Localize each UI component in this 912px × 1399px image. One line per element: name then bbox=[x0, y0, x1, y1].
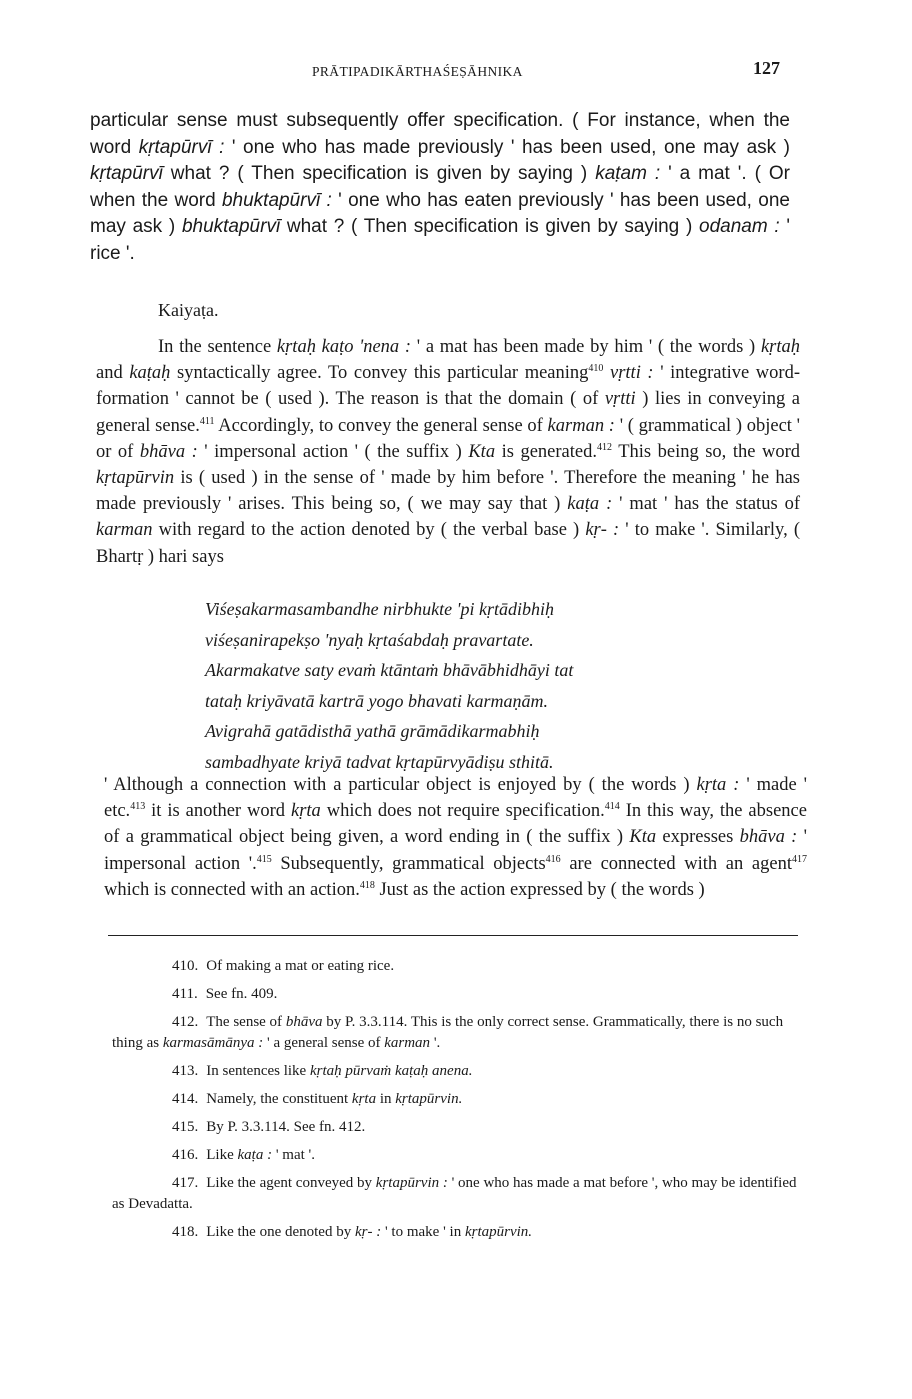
kaiyata-paragraph bbox=[96, 334, 800, 570]
footnote-416: 416. Like kaṭa : ' mat '. bbox=[172, 1147, 315, 1163]
footnote-418: 418. Like the one denoted by kṛ- : ' to make ' in kṛtapūrvin. bbox=[172, 1224, 533, 1240]
verse-line: Viśeṣakarmasambandhe nirbhukte 'pi kṛtādibhiḥ bbox=[205, 599, 554, 619]
footnotes bbox=[112, 956, 812, 1250]
footnote-ref: 415 bbox=[256, 853, 272, 865]
page-number: 127 bbox=[753, 58, 780, 78]
verse-line: viśeṣanirapekṣo 'nyaḥ kṛtaśabdaḥ pravartate. bbox=[205, 629, 534, 650]
footnote-ref: 414 bbox=[604, 801, 620, 813]
footnote-divider bbox=[108, 935, 798, 936]
verse-line: Avigrahā gatādisthā yathā grāmādikarmabhiḥ bbox=[205, 721, 540, 741]
running-head: PRĀTIPADIKĀRTHAŚEṢĀHNIKA bbox=[312, 64, 523, 79]
kaiyata-text: In the sentence kṛtaḥ kaṭo 'nena : ' a mat has been made by him ' ( the words ) kṛtaḥ and kaṭaḥ syntactically agree. To convey this particular meaning$^{410}$ vṛtti : ' integrative word-formation ' cannot be ( used ). The reason is that the domain ( of vṛtti ) lies in conveying a general sense.$^{411}$ Accordingly, to convey the general sense of karman : ' ( grammatical ) object ' or of bhāva : ' impersonal action ' ( the suffix ) Kta is generated.$^{412}$ This being so, the word kṛtapūrvin is ( used ) in the sense of ' made by him before '. Therefore the meaning ' he has made previously ' arises. This being so, ( we may say that ) kaṭa : ' mat ' has the status of karman with regard to the action denoted by ( the verbal base ) kṛ- : ' to make '. Similarly, ( Bhartṛ ) hari says bbox=[96, 337, 801, 567]
footnote-ref: 416 bbox=[545, 853, 561, 865]
opening-paragraph: particular sense must subsequently offer specification. ( For instance, when the word kṛtapūrvī : ' one who has made previously ' has been used, one may ask ) kṛtapūrvī what ? ( Then specification is given by saying ) kaṭam : ' a mat '. ( Or when the word bhuktapūrvī : ' one who has eaten previously ' has been used, one may ask ) bhuktapūrvī what ? ( Then specification is given by saying ) odanam : ' rice '. bbox=[90, 110, 791, 264]
footnote-ref: 412 bbox=[597, 441, 612, 453]
footnote-ref: 418 bbox=[359, 879, 375, 891]
footnote-412: 412. The sense of bhāva by P. 3.3.114. This is the only correct sense. Grammatically, there is no such thing as karmasāmānya : ' a general sense of karman '. bbox=[112, 1014, 784, 1051]
footnote-ref: 413 bbox=[130, 801, 146, 813]
section-heading-kaiyata: Kaiyaṭa. bbox=[158, 300, 219, 320]
page-header bbox=[300, 58, 790, 84]
footnote-414: 414. Namely, the constituent kṛta in kṛtapūrvin. bbox=[172, 1091, 463, 1107]
verse-block bbox=[205, 594, 765, 777]
footnote-417: 417. Like the agent conveyed by kṛtapūrvin : ' one who has made a mat before ', who may be identified as Devadatta. bbox=[112, 1175, 797, 1212]
footnote-413: 413. In sentences like kṛtaḥ pūrvaṁ kaṭaḥ anena. bbox=[172, 1063, 473, 1079]
footnote-411: 411. See fn. 409. bbox=[172, 986, 278, 1002]
translation-paragraph: ' Although a connection with a particular object is enjoyed by ( the words ) kṛta : ' made ' etc.$^{413}$ it is another word kṛta which does not require specification.$^{414}$ In this way, the absence of a grammatical object being given, a word ending in ( the suffix ) Kta expresses bhāva : ' impersonal action '.$^{415}$ Subsequently, grammatical objects$^{416}$ are connected with an agent$^{417}$ which is connected with an action.$^{418}$ Just as the action expressed by ( the words ) bbox=[104, 775, 808, 900]
verse-line: Akarmakatve saty evaṁ ktāntaṁ bhāvābhidhāyi tat bbox=[205, 660, 574, 680]
footnote-ref: 411 bbox=[199, 415, 215, 427]
footnote-ref: 410 bbox=[588, 363, 604, 375]
footnote-410: 410. Of making a mat or eating rice. bbox=[172, 958, 395, 974]
verse-line: sambadhyate kriyā tadvat kṛtapūrvyādiṣu sthitā. bbox=[205, 751, 554, 772]
footnote-415: 415. By P. 3.3.114. See fn. 412. bbox=[172, 1119, 366, 1135]
verse-line: tataḥ kriyāvatā kartrā yogo bhavati karmaṇām. bbox=[205, 690, 548, 711]
footnote-ref: 417 bbox=[791, 853, 807, 865]
